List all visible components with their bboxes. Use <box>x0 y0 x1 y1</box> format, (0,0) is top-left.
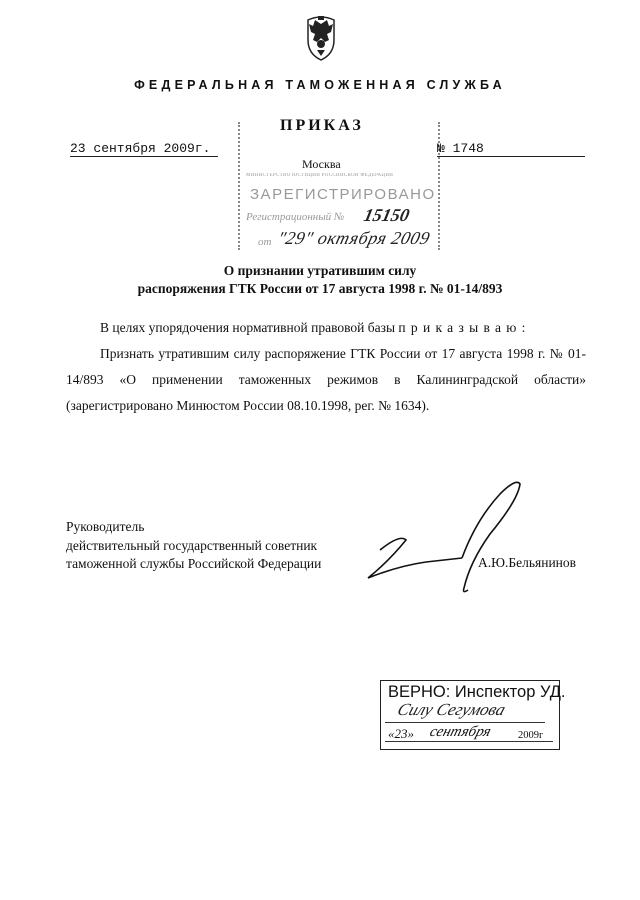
stamp-date-prefix: от <box>258 236 272 248</box>
verification-title: ВЕРНО: Инспектор УД. <box>388 683 566 701</box>
stamp-reg-number-label: Регистрационный № <box>246 211 345 223</box>
order-city: Москва <box>302 157 341 171</box>
stamp-reg-number: 15150 <box>361 205 412 225</box>
signatory-role-line-1: Руководитель <box>66 519 145 534</box>
document-title-line-1: О признании утратившим силу <box>223 263 417 278</box>
stamp-ministry-line: МИНИСТЕРСТВО ЮСТИЦИИ РОССИЙСКОЙ ФЕДЕРАЦИИ <box>246 173 394 178</box>
preamble-text: В целях упорядочения нормативной правовой базы <box>100 320 396 335</box>
document-title-line-2: распоряжения ГТК России от 17 августа 1998 г. № 01-14/893 <box>137 281 503 296</box>
paragraph-decision: Признать утратившим силу распоряжение ГТК России от 17 августа 1998 г. № 01-14/893 «О применении таможенных режимов в Калининградской области» (зарегистрировано Минюстом России 08.10.1998, рег. № 1634). <box>66 346 586 413</box>
verification-date-month: сентября <box>427 724 493 740</box>
signatory-position <box>66 518 321 574</box>
document-title <box>0 262 640 298</box>
signatory-role-line-2: действительный государственный советник <box>66 537 318 553</box>
order-title: ПРИКАЗ <box>280 117 364 134</box>
handwritten-signature <box>340 470 560 600</box>
order-date: 23 сентября 2009г. <box>70 141 218 157</box>
russian-eagle-emblem-icon <box>300 10 342 62</box>
order-number: № 1748 <box>437 141 585 157</box>
paragraph-preamble <box>66 315 586 341</box>
signatory-name: А.Ю.Бельянинов <box>478 555 577 570</box>
verification-date-day: «23» <box>388 726 414 741</box>
agency-name: ФЕДЕРАЛЬНАЯ ТАМОЖЕННАЯ СЛУЖБА <box>134 78 506 92</box>
verification-date-year: 2009г <box>518 730 544 741</box>
order-command: приказываю: <box>398 320 531 335</box>
verification-signature-line <box>385 722 545 723</box>
signatory-role-line-3: таможенной службы Российской Федерации <box>66 556 322 571</box>
stamp-date: "29" октября 2009 <box>275 228 433 248</box>
verification-signature: Силу Сегумова <box>395 700 508 719</box>
stamp-registered-label: ЗАРЕГИСТРИРОВАНО <box>250 186 436 203</box>
verification-date-line <box>385 741 553 742</box>
